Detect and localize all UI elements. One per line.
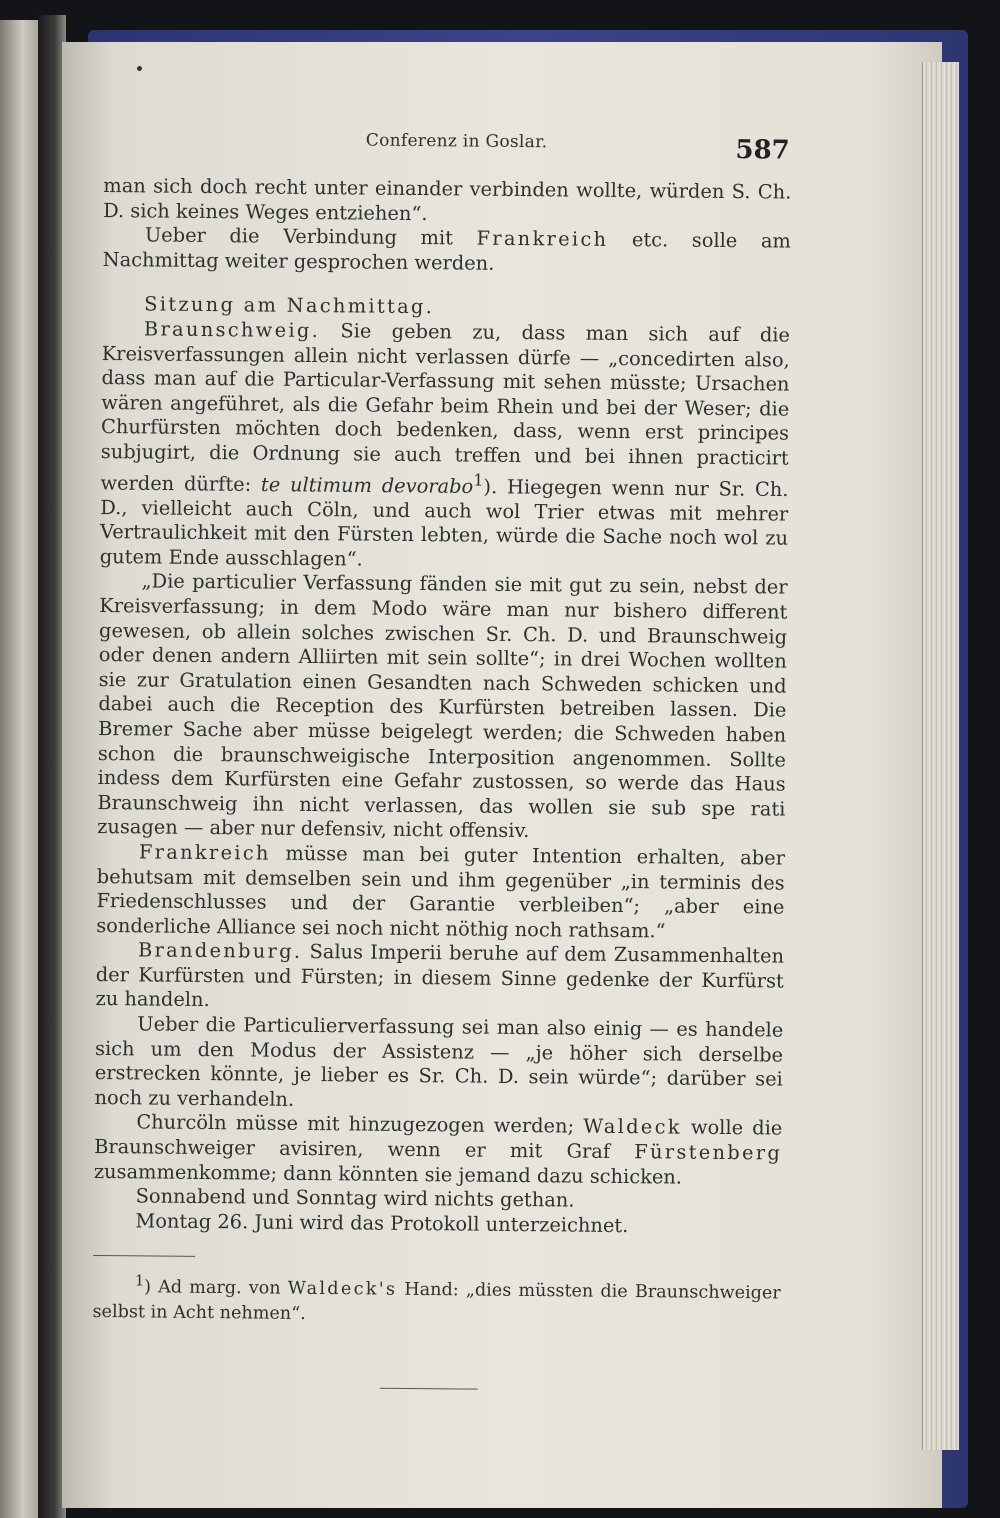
section-heading-sitzung: Sitzung am Nachmittag. xyxy=(144,292,435,319)
left-page-edge xyxy=(0,20,42,1518)
footnote-ref: 1 xyxy=(473,470,484,490)
page-number: 587 xyxy=(735,135,790,166)
ink-speck xyxy=(137,66,142,71)
paragraph-particulier-verfassung: „Die particulier Verfassung fänden sie mit gut zu sein, nebst der Kreisverfassung; in dem Modo wäre man nur bishero different gewesen, ob allein solches zwischen Sr. Ch. D. und Braunschweig oder denen andern Alliirten mit sein sollte“; in drei Wochen wollten sie zur Gratulation einen Gesandten nach Schweden schicken und dabei auch die Reception des Kurfürsten betreiben lassen. Die Bremer Sache aber müsse beigelegt werden; die Schweden haben schon die braunschweigische Interposition angenommen. Sollte indess dem Kurfürsten eine Gefahr zustossen, so werde das Haus Braunschweig ihn nicht verlassen, das wollen sie sub spe rati zusagen — aber nur defensiv, nicht offensiv. xyxy=(97,569,788,843)
paragraph-brandenburg: Brandenburg. Salus Imperii beruhe auf dem Zusammenhalten der Kurfürsten und Fürsten; in diesem Sinne gedenke der Kurfürst zu handeln. xyxy=(95,938,785,1012)
paragraph-continuation: man sich doch recht unter einander verbinden wollte, würden S. Ch. D. sich keines Weges entziehen“. xyxy=(103,173,792,225)
footnote-divider xyxy=(93,1255,195,1257)
footnote: $^1$) Ad marg. von Waldeck's Hand: „dies müssten die Braunschweiger selbst in Acht nehmen“. xyxy=(92,1272,781,1325)
page-header xyxy=(103,120,791,181)
paragraph-assistenz: Ueber die Particulierverfassung sei man also einig — es handele sich um den Modus der Assistenz — „je höher sich derselbe erstrecken könnte, je lieber es Sr. Ch. D. sein würde“; darüber sei noch zu verhandeln. xyxy=(94,1012,784,1111)
paragraph-braunschweig: Braunschweig. Sie geben zu, dass man sich auf die Kreisverfassungen allein nicht verlassen dürfe — „concedirten also, dass man auf die Particular-Verfassung mit sehen müsste; Ursachen wären angeführet, als die Gefahr beim Rhein und bei der Weser; die Churfürsten möchten doch bedenken, dass, wenn erst principes subjugirt, die Ordnung sie auch treffen und bei ihnen practicirt werden dürfte: te ultimum devorabo$^1$). Hiegegen wenn nur Sr. Ch. D., vielleicht auch Cöln, und auch wol Trier etwas mit mehrer Vertraulichkeit mit den Fürsten lebten, würde die Sache noch wol zu gutem Ende ausschlagen“. xyxy=(99,317,791,571)
page-text-block xyxy=(92,120,792,1393)
paragraph-frankreich: Frankreich müsse man bei guter Intention erhalten, aber behutsam mit demselben sein und ihm gegenüber „in terminis des Friedenschlusses und der Garantie verbleiben“; „aber eine sonderliche Alliance sei noch nicht nöthig noch rathsam.“ xyxy=(96,840,786,943)
paragraph-frankreich-note: Ueber die Verbindung mit Frankreich etc. solle am Nachmittag weiter gesprochen werden. xyxy=(102,223,791,275)
page-stack-edges xyxy=(922,62,959,1450)
footnote-marker: 1 xyxy=(134,1272,145,1290)
running-title: Conferenz in Goslar. xyxy=(365,130,548,153)
paragraph-churcoeln: Churcöln müsse mit hinzugezogen werden; Waldeck wolle die Braunschweiger avisiren, wenn er mit Graf Fürstenberg zusammenkomme; dann könnten sie jemand dazu schicken. xyxy=(93,1110,783,1189)
paragraph-montag: Montag 26. Juni wird das Protokoll unterzeichnet. xyxy=(135,1209,629,1237)
paragraph-sonnabend: Sonnabend und Sonntag wird nichts gethan. xyxy=(135,1184,575,1212)
